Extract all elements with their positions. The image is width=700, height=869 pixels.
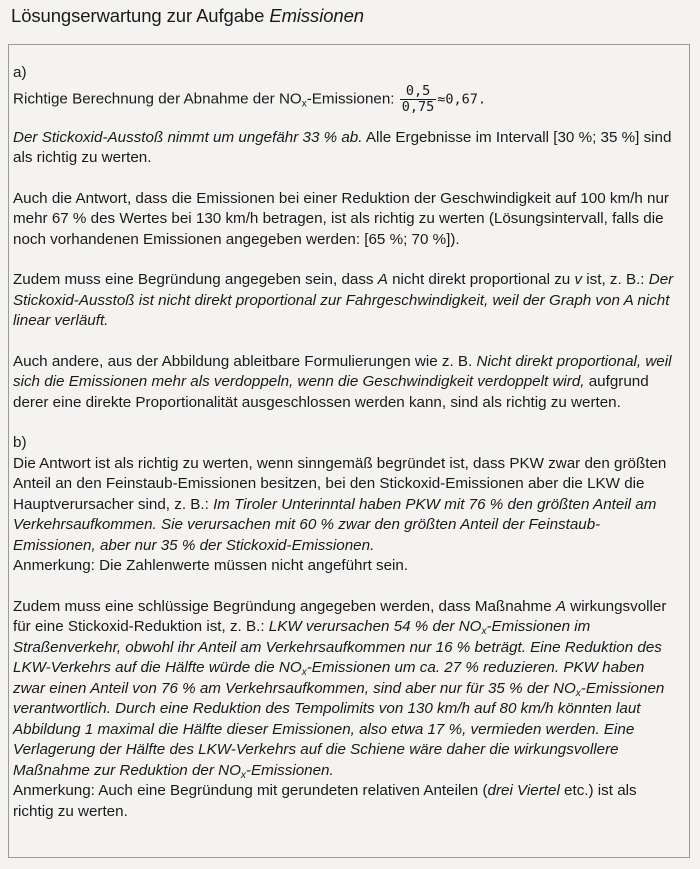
part-a-alt-answer: Auch die Antwort, dass die Emissionen bei einer Reduktion der Geschwindigkeit auf 100 km/h nur mehr 67 % des Wertes bei 130 km/h betragen, ist als richtig zu werten (Lösungsintervall, falls die noch vorhandenen Emissionen angegeben werden: [65 %; 70 %]). — [13, 189, 669, 248]
part-a-calculation: Richtige Berechnung der Abnahme der $NO_x$-Emissionen: $\frac{0,5}{0,75}$ ≈0,67. — [13, 82, 487, 115]
part-b-answer: Die Antwort ist als richtig zu werten, wenn sinngemäß begründet ist, dass PKW zwar den größten Anteil an den Feinstaub-Emissionen besitzen, bei den Stickoxid-Emissionen aber die LKW die Hauptverursacher sind, z. B.: Im Tiroler Unterinntal haben PKW mit 76 % den größten Anteil am Verkehrsaufkommen. Sie verursachen mit 60 % zwar den größten Anteil der Feinstaub-Emissionen, aber nur 35 % der Stickoxid-Emissionen. — [13, 454, 667, 554]
solution-box — [8, 44, 690, 858]
part-a-label: a) — [13, 64, 27, 81]
title-task-name: Emissionen — [269, 5, 364, 26]
title-prefix: Lösungserwartung zur Aufgabe — [11, 5, 270, 26]
part-a-other-formulations: Auch andere, aus der Abbildung ableitbare Formulierungen wie z. B. Nicht direkt proportional, weil sich die Emissionen mehr als verdoppeln, wenn die Geschwindigkeit verdoppelt wird, aufgrund derer eine direkte Proportionalität ausgeschlossen werden kann, sind als richtig zu werten. — [13, 352, 672, 411]
fraction — [400, 84, 437, 115]
fraction-numerator: 0,5 — [400, 84, 437, 100]
fraction-denominator: 0,75 — [401, 98, 435, 115]
approx-value: ≈0,67. — [437, 91, 487, 108]
part-b-label: b) — [13, 434, 27, 451]
part-a-answer: Der Stickoxid-Ausstoß nimmt um ungefähr 33 % ab. Alle Ergebnisse im Intervall [30 %; 35 %] sind als richtig zu werten. — [13, 128, 672, 166]
part-b-note-1: Anmerkung: Die Zahlenwerte müssen nicht angeführt sein. — [13, 557, 409, 574]
page-title — [11, 5, 364, 27]
part-b-note-2: Anmerkung: Auch eine Begründung mit gerundeten relativen Anteilen (drei Viertel etc.) ist als richtig zu werten. — [13, 782, 637, 820]
part-a-reasoning: Zudem muss eine Begründung angegeben sein, dass A nicht direkt proportional zu v ist, z. B.: Der Stickoxid-Ausstoß ist nicht direkt proportional zur Fahrgeschwindigkeit, weil der Graph von A nicht linear verläuft. — [13, 271, 674, 329]
part-b-reasoning: Zudem muss eine schlüssige Begründung angegeben werden, dass Maßnahme A wirkungsvoller für eine Stickoxid-Reduktion ist, z. B.: LKW verursachen 54 % der $NO_x$-Emissionen im Straßenverkehr, obwohl ihr Anteil am Verkehrsaufkommen nur 16 % beträgt. Eine Reduktion des LKW-Verkehrs auf die Hälfte würde die $NO_x$-Emissionen um ca. 27 % reduzieren. PKW haben zwar einen Anteil von 76 % am Verkehrsaufkommen, sind aber nur für 35 % der $NO_x$-Emissionen verantwortlich. Durch eine Reduktion des Tempolimits von 130 km/h auf 80 km/h könnten laut Abbildung 1 maximal die Hälfte dieser Emissionen, also etwa 17 %, vermieden werden. Eine Verlagerung der Hälfte des LKW-Verkehrs auf die Schiene wäre daher die wirkungsvollere Maßnahme zur Reduktion der $NO_x$-Emissionen. — [13, 597, 667, 781]
